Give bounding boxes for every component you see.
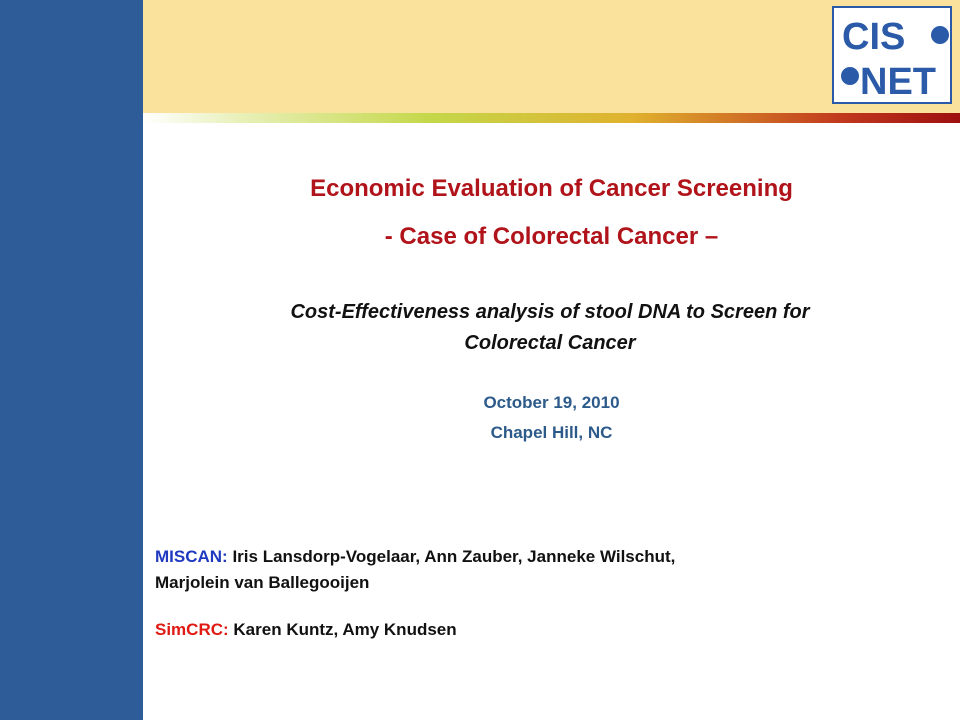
miscan-names-line1: Iris Lansdorp-Vogelaar, Ann Zauber, Janneke Wilschut, [232, 547, 676, 566]
subtitle-line1: Cost-Effectiveness analysis of stool DNA to Screen for [290, 301, 810, 323]
credits-simcrc [155, 617, 915, 643]
credits-miscan [155, 544, 915, 596]
miscan-label: MISCAN: [155, 547, 228, 566]
gradient-divider [143, 113, 960, 123]
event-location: Chapel Hill, NC [490, 423, 613, 442]
miscan-names-line2: Marjolein van Ballegooijen [155, 573, 370, 592]
title-line1: Economic Evaluation of Cancer Screening [310, 175, 793, 202]
title-line2: - Case of Colorectal Cancer – [384, 223, 719, 250]
event-date: October 19, 2010 [483, 393, 620, 412]
logo-line1: CIS [842, 16, 906, 58]
simcrc-names: Karen Kuntz, Amy Knudsen [233, 620, 457, 639]
subtitle [170, 297, 930, 359]
subtitle-line2: Colorectal Cancer [464, 332, 636, 354]
cisnet-logo [832, 6, 952, 104]
logo-line2: NET [860, 61, 936, 103]
puzzle-tab-shape [40, 285, 190, 475]
simcrc-label: SimCRC: [155, 620, 229, 639]
